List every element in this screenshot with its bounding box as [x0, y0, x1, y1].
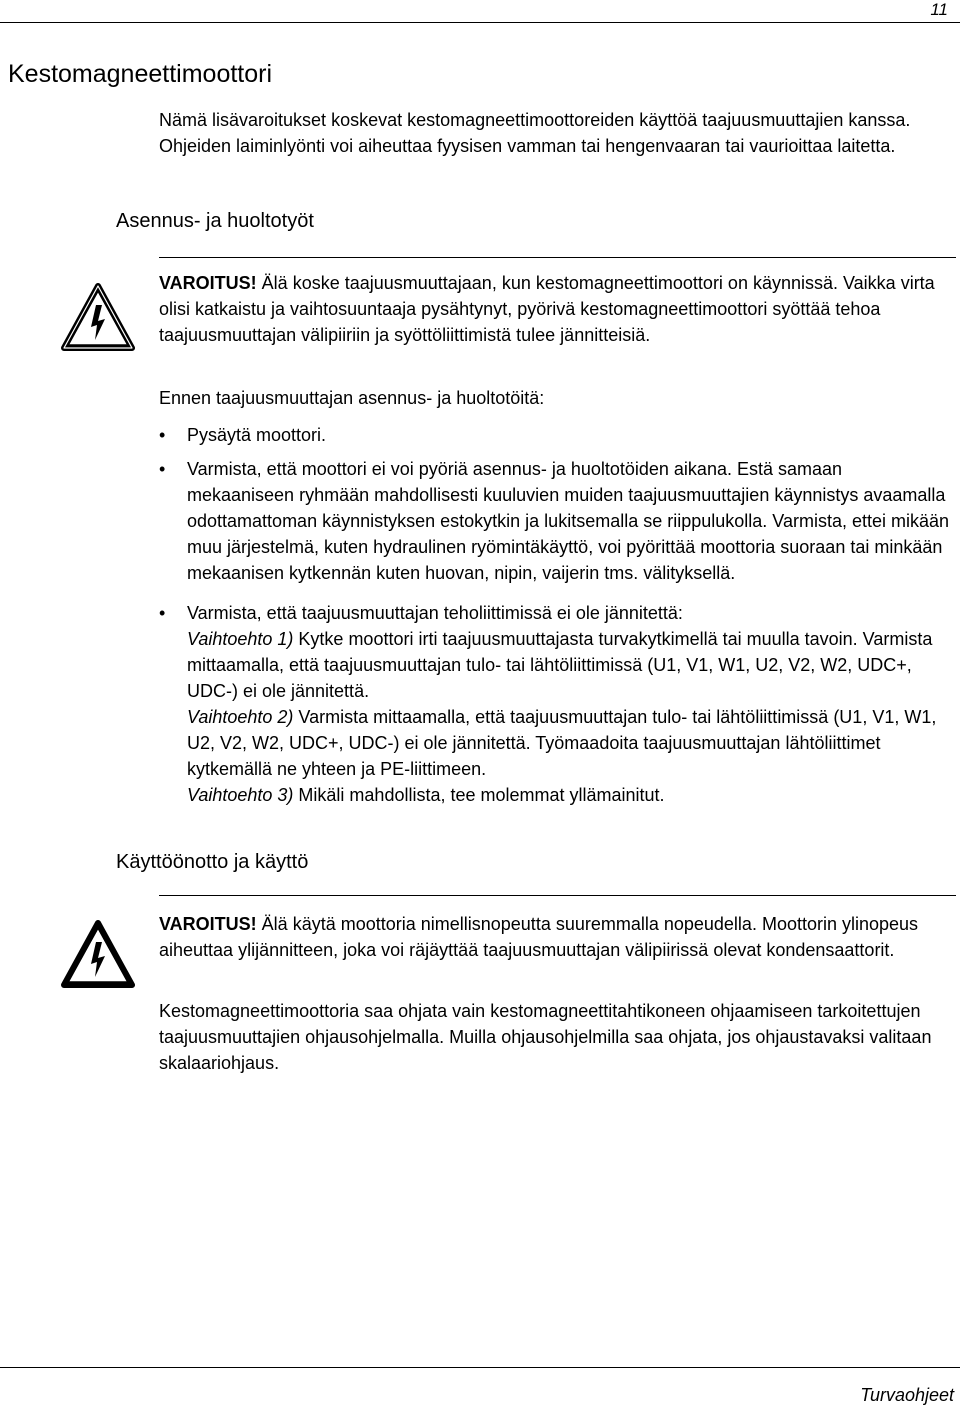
electrical-hazard-warning-icon [61, 283, 135, 351]
step-text: Varmista, että moottori ei voi pyöriä asennus- ja huoltotöiden aikana. Estä samaan mekaaniseen ryhmään mahdollisesti kuuluvien muiden taajuusmuuttajien käynnistys avaamalla odottamattoman käynnistyksen estokytkin ja lukitsemalla se riippulukolla. Varmista, ettei mikään muu järjestelmä, kuten hydraulinen ryömintäkäyttö, voi pyörittää moottoria suoraan tai minkään mekaanisen kytkennän kuten huovan, nipin, vaijerin tms. välityksellä. [187, 459, 950, 583]
step-text: Pysäytä moottori. [187, 425, 327, 445]
warning-installation [159, 270, 954, 348]
option-text: Mikäli mahdollista, tee molemmat yllämainitut. [293, 785, 665, 805]
page-number: 11 [930, 0, 948, 19]
installation-lead: Ennen taajuusmuuttajan asennus- ja huoltotöitä: [159, 388, 545, 408]
warning-label: VAROITUS! [159, 914, 257, 934]
option-label: Vaihtoehto 3) [187, 785, 294, 805]
list-item [159, 422, 954, 448]
header-rule [0, 22, 960, 23]
section-heading-installation: Asennus- ja huoltotyöt [116, 210, 314, 232]
section-heading-operation: Käyttöönotto ja käyttö [116, 851, 309, 873]
option-text: Kytke moottori irti taajuusmuuttajasta turvakytkimellä tai muulla tavoin. Varmista mittaamalla, että taajuusmuuttajan tulo- tai lähtöliittimissä (U1, V1, W1, U2, V2, W2, UDC+, UDC-) ei ole jännitettä. [187, 629, 933, 701]
footer-rule [0, 1367, 960, 1368]
footer-section-title: Turvaohjeet [860, 1385, 954, 1405]
warning-label: VAROITUS! [159, 273, 257, 293]
warning-operation [159, 911, 954, 963]
warning-rule [159, 895, 956, 896]
option-label: Vaihtoehto 2) [187, 707, 294, 727]
bullet: • [159, 459, 166, 479]
bullet: • [159, 425, 166, 445]
warning-rule [159, 257, 956, 258]
electrical-hazard-warning-icon [61, 920, 135, 988]
step-text: Varmista, että taajuusmuuttajan teholiittimissä ei ole jännitettä: [187, 603, 683, 623]
bullet: • [159, 603, 166, 623]
installation-steps [159, 422, 954, 808]
option-text: Varmista mittaamalla, että taajuusmuuttajan tulo- tai lähtöliittimissä (U1, V1, W1, U2, V2, W2, UDC+, UDC-) ei ole jännitettä. Työmaadoita taajuusmuuttajan lähtöliittimet kytkemällä ne yhteen ja PE-liittimeen. [187, 707, 937, 779]
operation-paragraph: Kestomagneettimoottoria saa ohjata vain kestomagneettitahtikoneen ohjaamiseen tarkoitettujen taajuusmuuttajien ohjausohjelmalla. Muilla ohjausohjelmilla saa ohjata, jos ohjaustavaksi valitaan skalaariohjaus. [159, 1001, 932, 1073]
warning-text: Älä käytä moottoria nimellisnopeutta suuremmalla nopeudella. Moottorin ylinopeus aiheuttaa ylijännitteen, joka voi räjäyttää taajuusmuuttajan välipiirissä olevat kondensaattorit. [159, 914, 919, 960]
option-label: Vaihtoehto 1) [187, 629, 294, 649]
intro-paragraph: Nämä lisävaroitukset koskevat kestomagneettimoottoreiden käyttöä taajuusmuuttajien kanssa. Ohjeiden laiminlyönti voi aiheuttaa fyysisen vamman tai hengenvaaran tai vaurioittaa laitetta. [159, 110, 911, 156]
list-item [159, 456, 954, 586]
warning-text: Älä koske taajuusmuuttajaan, kun kestomagneettimoottori on käynnissä. Vaikka virta olisi katkaistu ja vaihtosuuntaaja pysähtynyt, pyörivä kestomagneettimoottori syöttää tehoa taajuusmuuttajan välipiiriin ja syöttöliittimistä tulee jännitteisiä. [159, 273, 935, 345]
list-item [159, 600, 954, 808]
page-title: Kestomagneettimoottori [8, 60, 273, 88]
